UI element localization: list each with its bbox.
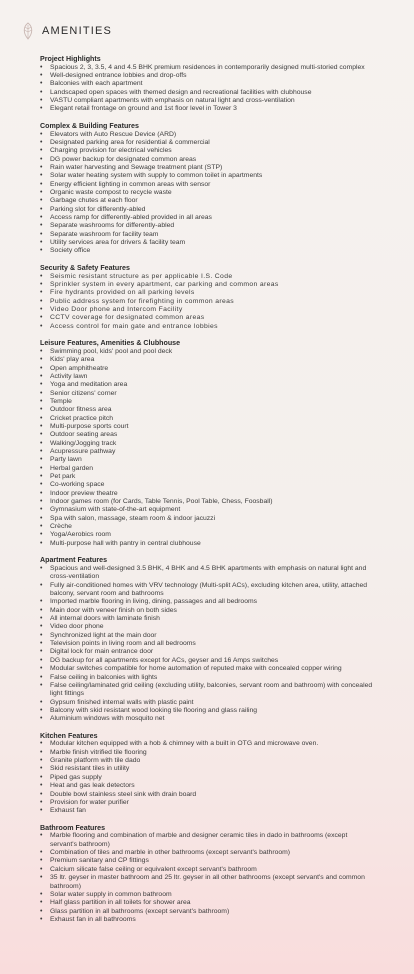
list-item: • Sprinkler system in every apartment, car parking and common areas bbox=[40, 281, 376, 289]
list-item: • Video door phone bbox=[40, 623, 376, 631]
page-title: AMENITIES bbox=[42, 25, 113, 37]
list-item: • Open amphitheatre bbox=[40, 365, 376, 373]
leaf-logo-icon bbox=[20, 22, 36, 40]
list-item: • Activity lawn bbox=[40, 373, 376, 381]
list-item: • Skid resistant tiles in utility bbox=[40, 765, 376, 773]
list-item: • All internal doors with laminate finish bbox=[40, 615, 376, 623]
list-item: • Senior citizens' corner bbox=[40, 390, 376, 398]
section-title: Security & Safety Features bbox=[40, 264, 130, 272]
section-title: Apartment Features bbox=[40, 556, 108, 565]
list-item: • Organic waste compost to recycle waste bbox=[40, 189, 376, 197]
list-item: • Utility services area for drivers & facility team bbox=[40, 239, 376, 247]
list-item: • Marble flooring and combination of marble and designer ceramic tiles in dado in bathrooms (except servant's bathroom) bbox=[40, 832, 376, 849]
list-item: • Separate washroom for facility team bbox=[40, 231, 376, 239]
list-item: • Public address system for firefighting in common areas bbox=[40, 298, 376, 306]
section-title: Leisure Features, Amenities & Clubhouse bbox=[40, 339, 181, 348]
list-item: • Half glass partition in all toilets for shower area bbox=[40, 899, 376, 907]
list-item: • Modular kitchen equipped with a hob & chimney with a built in OTG and microwave oven. bbox=[40, 740, 376, 748]
section-title: Complex & Building Features bbox=[40, 121, 139, 130]
list-item: • Fully air-conditioned homes with VRV technology (Multi-split ACs), excluding kitchen area, utility, attached balcony, servant room and bathrooms bbox=[40, 582, 376, 599]
list-item: • Charging provision for electrical vehicles bbox=[40, 147, 376, 155]
list-item: • Pet park bbox=[40, 473, 376, 481]
list-item: • Society office bbox=[40, 247, 376, 255]
list-item: • Access control for main gate and entrance lobbies bbox=[40, 323, 376, 331]
list-item: • Party lawn bbox=[40, 456, 376, 464]
list-item: • Separate washrooms for differently-abled bbox=[40, 222, 376, 230]
list-item: • Synchronized light at the main door bbox=[40, 632, 376, 640]
section-title: Project Highlights bbox=[40, 55, 101, 63]
list-item: • Crèche bbox=[40, 523, 376, 531]
list-item: • Exhaust fan in all bathrooms bbox=[40, 916, 376, 924]
list-item: • Indoor games room (for Cards, Table Tennis, Pool Table, Chess, Foosball) bbox=[40, 498, 376, 506]
list-item: • Landscaped open spaces with themed design and recreational facilities with clubhouse bbox=[40, 89, 376, 97]
list-item: • Yoga/Aerobics room bbox=[40, 531, 376, 539]
list-item: • Walking/Jogging track bbox=[40, 440, 376, 448]
list-item: • 35 ltr. geyser in master bathroom and 25 ltr. geyser in all other bathrooms (except servant's and common bathroom) bbox=[40, 874, 376, 891]
list-item: • Television points in living room and all bedrooms bbox=[40, 640, 376, 648]
list-item: • False ceiling in balconies with lights bbox=[40, 674, 376, 682]
section-title: Kitchen Features bbox=[40, 731, 98, 740]
list-item: • Spa with salon, massage, steam room & indoor jacuzzi bbox=[40, 515, 376, 523]
list-item: • Piped gas supply bbox=[40, 774, 376, 782]
list-item: • Access ramp for differently-abled provided in all areas bbox=[40, 214, 376, 222]
list-item: • Seismic resistant structure as per applicable I.S. Code bbox=[40, 273, 376, 281]
list-item: • Well-designed entrance lobbies and drop-offs bbox=[40, 72, 376, 80]
list-item: • Herbal garden bbox=[40, 465, 376, 473]
amenities-content bbox=[40, 55, 376, 933]
list-item: • Solar water heating system with supply to common toilet in apartments bbox=[40, 172, 376, 180]
bullet-list bbox=[40, 740, 376, 815]
list-item: • Acupressure pathway bbox=[40, 448, 376, 456]
list-item: • Balconies with each apartment bbox=[40, 80, 376, 88]
list-item: • False ceiling/laminated grid ceiling (excluding utility, balconies, servant room and bathroom) with concealed light fittings bbox=[40, 682, 376, 699]
section-apartment-features bbox=[40, 556, 376, 723]
list-item: • Outdoor seating areas bbox=[40, 431, 376, 439]
list-item: • Outdoor fitness area bbox=[40, 406, 376, 414]
list-item: • Balcony with skid resistant wood looking tile flooring and glass railing bbox=[40, 707, 376, 715]
list-item: • Double bowl stainless steel sink with drain board bbox=[40, 791, 376, 799]
list-item: • Solar water supply in common bathroom bbox=[40, 891, 376, 899]
section-leisure-features-amenities-clubhouse bbox=[40, 339, 376, 548]
bullet-list bbox=[40, 273, 376, 331]
list-item: • Elevators with Auto Rescue Device (ARD) bbox=[40, 131, 376, 139]
list-item: • Gypsum finished internal walls with plastic paint bbox=[40, 699, 376, 707]
bullet-list bbox=[40, 565, 376, 724]
list-item: • Energy efficient lighting in common areas with sensor bbox=[40, 181, 376, 189]
list-item: • Swimming pool, kids' pool and pool deck bbox=[40, 348, 376, 356]
list-item: • Indoor preview theatre bbox=[40, 490, 376, 498]
list-item: • CCTV coverage for designated common areas bbox=[40, 314, 376, 322]
list-item: • Exhaust fan bbox=[40, 807, 376, 815]
section-complex-building-features bbox=[40, 122, 376, 256]
list-item: • Multi-purpose hall with pantry in central clubhouse bbox=[40, 540, 376, 548]
list-item: • Garbage chutes at each floor bbox=[40, 197, 376, 205]
list-item: • Gymnasium with state-of-the-art equipment bbox=[40, 506, 376, 514]
bullet-list bbox=[40, 131, 376, 256]
section-project-highlights bbox=[40, 55, 376, 114]
bullet-list bbox=[40, 348, 376, 548]
list-item: • Calcium silicate false ceiling or equivalent except servant's bathroom bbox=[40, 866, 376, 874]
list-item: • Multi-purpose sports court bbox=[40, 423, 376, 431]
list-item: • Parking slot for differently-abled bbox=[40, 206, 376, 214]
list-item: • Provision for water purifier bbox=[40, 799, 376, 807]
list-item: • Premium sanitary and CP fittings bbox=[40, 857, 376, 865]
section-security-safety-features bbox=[40, 264, 376, 331]
list-item: • Kids' play area bbox=[40, 356, 376, 364]
bullet-list bbox=[40, 64, 376, 114]
list-item: • Granite platform with tile dado bbox=[40, 757, 376, 765]
list-item: • DG backup for all apartments except for ACs, geyser and 16 Amps switches bbox=[40, 657, 376, 665]
list-item: • Imported marble flooring in living, dining, passages and all bedrooms bbox=[40, 598, 376, 606]
bullet-list bbox=[40, 832, 376, 924]
list-item: • Digital lock for main entrance door bbox=[40, 648, 376, 656]
list-item: • Modular switches compatible for home automation of reputed make with concealed copper wiring bbox=[40, 665, 376, 673]
list-item: • Temple bbox=[40, 398, 376, 406]
page-header bbox=[20, 22, 112, 40]
list-item: • Yoga and meditation area bbox=[40, 381, 376, 389]
list-item: • Marble finish vitrified tile flooring bbox=[40, 749, 376, 757]
list-item: • Heat and gas leak detectors bbox=[40, 782, 376, 790]
list-item: • VASTU compliant apartments with emphasis on natural light and cross-ventilation bbox=[40, 97, 376, 105]
list-item: • Glass partition in all bathrooms (except servant's bathroom) bbox=[40, 908, 376, 916]
list-item: • Cricket practice pitch bbox=[40, 415, 376, 423]
list-item: • Fire hydrants provided on all parking levels bbox=[40, 289, 376, 297]
list-item: • Combination of tiles and marble in other bathrooms (except servant's bathroom) bbox=[40, 849, 376, 857]
list-item: • Spacious 2, 3, 3.5, 4 and 4.5 BHK premium residences in contemporarily designed multi-storied complex bbox=[40, 64, 376, 72]
section-title: Bathroom Features bbox=[40, 823, 106, 832]
list-item: • Video Door phone and Intercom Facility bbox=[40, 306, 376, 314]
list-item: • Co-working space bbox=[40, 481, 376, 489]
list-item: • Main door with veneer finish on both sides bbox=[40, 607, 376, 615]
list-item: • Rain water harvesting and Sewage treatment plant (STP) bbox=[40, 164, 376, 172]
section-bathroom-features bbox=[40, 824, 376, 924]
list-item: • Designated parking area for residential & commercial bbox=[40, 139, 376, 147]
list-item: • Spacious and well-designed 3.5 BHK, 4 BHK and 4.5 BHK apartments with emphasis on natural light and cross-ventilation bbox=[40, 565, 376, 582]
list-item: • Elegant retail frontage on ground and 1st floor level in Tower 3 bbox=[40, 105, 376, 113]
list-item: • Aluminium windows with mosquito net bbox=[40, 715, 376, 723]
section-kitchen-features bbox=[40, 732, 376, 816]
list-item: • DG power backup for designated common areas bbox=[40, 156, 376, 164]
